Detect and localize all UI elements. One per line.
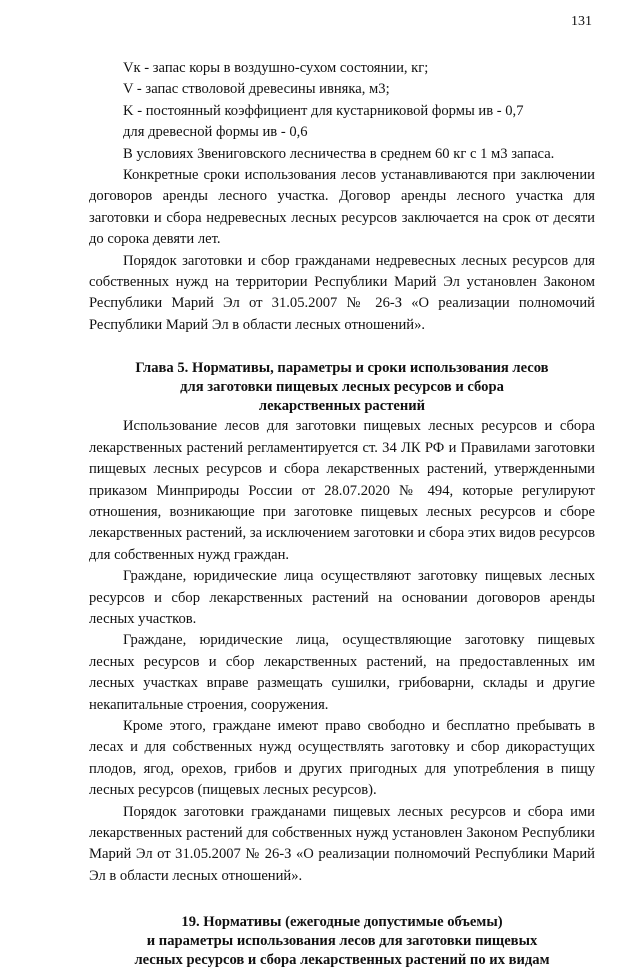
page-number: 131 — [571, 14, 592, 29]
paragraph-lease-basis: Граждане, юридические лица осуществляют заготовку пищевых лесных ресурсов и сбор лекарственных растений на основании договоров аренды лесных участков. — [89, 568, 595, 627]
definition-vk: Vк - запас коры в воздушно-сухом состоянии, кг; — [123, 60, 429, 76]
definition-k-tree: для древесной формы ив - 0,6 — [123, 124, 308, 141]
section-19-heading — [89, 913, 595, 970]
paragraph-structures: Граждане, юридические лица, осуществляющие заготовку пищевых лесных ресурсов и сбор лекарственных растений, на предоставленных им лесных участках вправе размещать сушилки, грибоварни, склады и другие некапитальные строения, сооружения. — [89, 632, 595, 713]
paragraph-regulation: Использование лесов для заготовки пищевых лесных ресурсов и сбора лекарственных растений регламентируется ст. 34 ЛК РФ и Правилами заготовки пищевых лесных ресурсов и сбора лекарственных растений, утвержденными приказом Минприроды России от 28.07.2020 № 494, которые регулируют отношения, возникающие при заготовке пищевых лесных ресурсов и сборе лекарственных растений, за исключением заготовки и сбора этих видов ресурсов для собственных нужд граждан. — [89, 418, 595, 563]
paragraph-nontimber-procedure: Порядок заготовки и сбор гражданами недревесных лесных ресурсов для собственных нужд на территории Республики Марий Эл установлен Законом Республики Марий Эл от 31.05.2007 № 26-З «О реализации полномочий Республики Марий Эл в области лесных отношений». — [89, 252, 595, 333]
chapter-5-heading-line-1: Глава 5. Нормативы, параметры и сроки использования лесов — [135, 360, 549, 377]
chapter-5-heading-line-3: лекарственных растений — [258, 398, 426, 415]
section-19-heading-line-3: лесных ресурсов и сбора лекарственных растений по их видам — [134, 952, 550, 969]
chapter-5-heading — [89, 359, 595, 416]
paragraph-free-access: Кроме этого, граждане имеют право свободно и бесплатно пребывать в лесах и для собственных нужд осуществлять заготовку и сбор дикорастущих плодов, ягод, орехов, грибов и других пригодных для употребления в пищу лесных ресурсов (пищевых лесных ресурсов). — [89, 717, 595, 799]
definition-k: K - постоянный коэффициент для кустарниковой формы ив - 0,7 — [123, 102, 524, 119]
section-19-heading-line-1: 19. Нормативы (ежегодные допустимые объемы) — [181, 914, 503, 931]
definition-v: V - запас стволовой древесины ивняка, м3; — [123, 81, 390, 98]
paragraph-lease-terms: Конкретные сроки использования лесов устанавливаются при заключении договоров аренды лесного участка. Договор аренды лесного участка для заготовки и сбора недревесных лесных ресурсов заключается на срок от десяти до сорока девяти лет. — [89, 167, 595, 248]
paragraph-food-procedure: Порядок заготовки гражданами пищевых лесных ресурсов и сбора ими лекарственных растений для собственных нужд установлен Законом Республики Марий Эл от 31.05.2007 № 26-З «О реализации полномочий Республики Марий Эл в области лесных отношений». — [89, 803, 595, 884]
chapter-5-heading-line-2: для заготовки пищевых лесных ресурсов и сбора — [180, 379, 504, 396]
document-body — [89, 58, 595, 970]
section-19-heading-line-2: и параметры использования лесов для заготовки пищевых — [146, 933, 538, 950]
definition-zvenigovo: В условиях Звениговского лесничества в среднем 60 кг с 1 м3 запаса. — [123, 145, 555, 162]
